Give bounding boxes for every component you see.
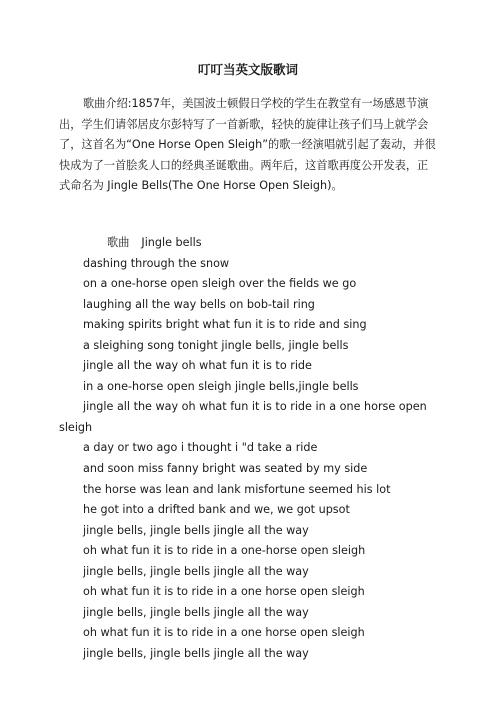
lyric-line: dashing through the snow <box>83 256 230 270</box>
lyric-line: oh what fun it is to ride in a one horse open sleigh <box>83 585 365 599</box>
lyric-line: laughing all the way bells on bob-tail ring <box>83 297 315 311</box>
song-introduction: 歌曲介绍:1857年，美国波士顿假日学校的学生在教堂有一场感恩节演出，学生们请邻居皮尔彭特写了一首新歌，轻快的旋律让孩子们马上就学会了，这首名为“One Horse Open Sleigh”的歌一经演唱就引起了轰动，并很快成为了一首脍炙人口的经典圣诞歌曲。两年后，这首歌再度公开发表，正式命名为 Jingle Bells(The One Horse Open Sleigh)。 <box>59 97 436 192</box>
lyric-line: a sleighing song tonight jingle bells, jingle bells <box>83 338 349 352</box>
document-title: 叮叮当英文版歌词 <box>197 62 298 77</box>
lyric-line: making spirits bright what fun it is to ride and sing <box>83 318 367 332</box>
lyric-line: oh what fun it is to ride in a one horse open sleigh <box>83 626 365 640</box>
lyric-line: jingle bells, jingle bells jingle all the way <box>83 605 309 619</box>
song-heading <box>59 233 439 254</box>
lyric-line: jingle bells, jingle bells jingle all the way <box>83 523 309 537</box>
lyric-line: jingle all the way oh what fun it is to ride in a one horse open sleigh <box>59 400 427 434</box>
lyric-line: jingle all the way oh what fun it is to ride <box>83 359 312 373</box>
song-label: 歌曲 <box>107 236 130 249</box>
lyric-line: jingle bells, jingle bells jingle all the way <box>83 646 309 660</box>
lyric-line: oh what fun it is to ride in a one-horse open sleigh <box>83 544 366 558</box>
lyrics-list <box>59 233 439 664</box>
lyric-line: and soon miss fanny bright was seated by my side <box>83 462 368 476</box>
lyric-line: in a one-horse open sleigh jingle bells,jingle bells <box>83 379 359 393</box>
lyric-line: the horse was lean and lank misfortune seemed his lot <box>83 482 391 496</box>
lyric-line: a day or two ago i thought i "d take a ride <box>83 441 318 455</box>
lyric-line: jingle bells, jingle bells jingle all the way <box>83 564 309 578</box>
song-name: Jingle bells <box>141 236 202 249</box>
lyric-line: on a one-horse open sleigh over the fields we go <box>83 277 357 291</box>
lyric-line: he got into a drifted bank and we, we got upsot <box>83 503 350 517</box>
